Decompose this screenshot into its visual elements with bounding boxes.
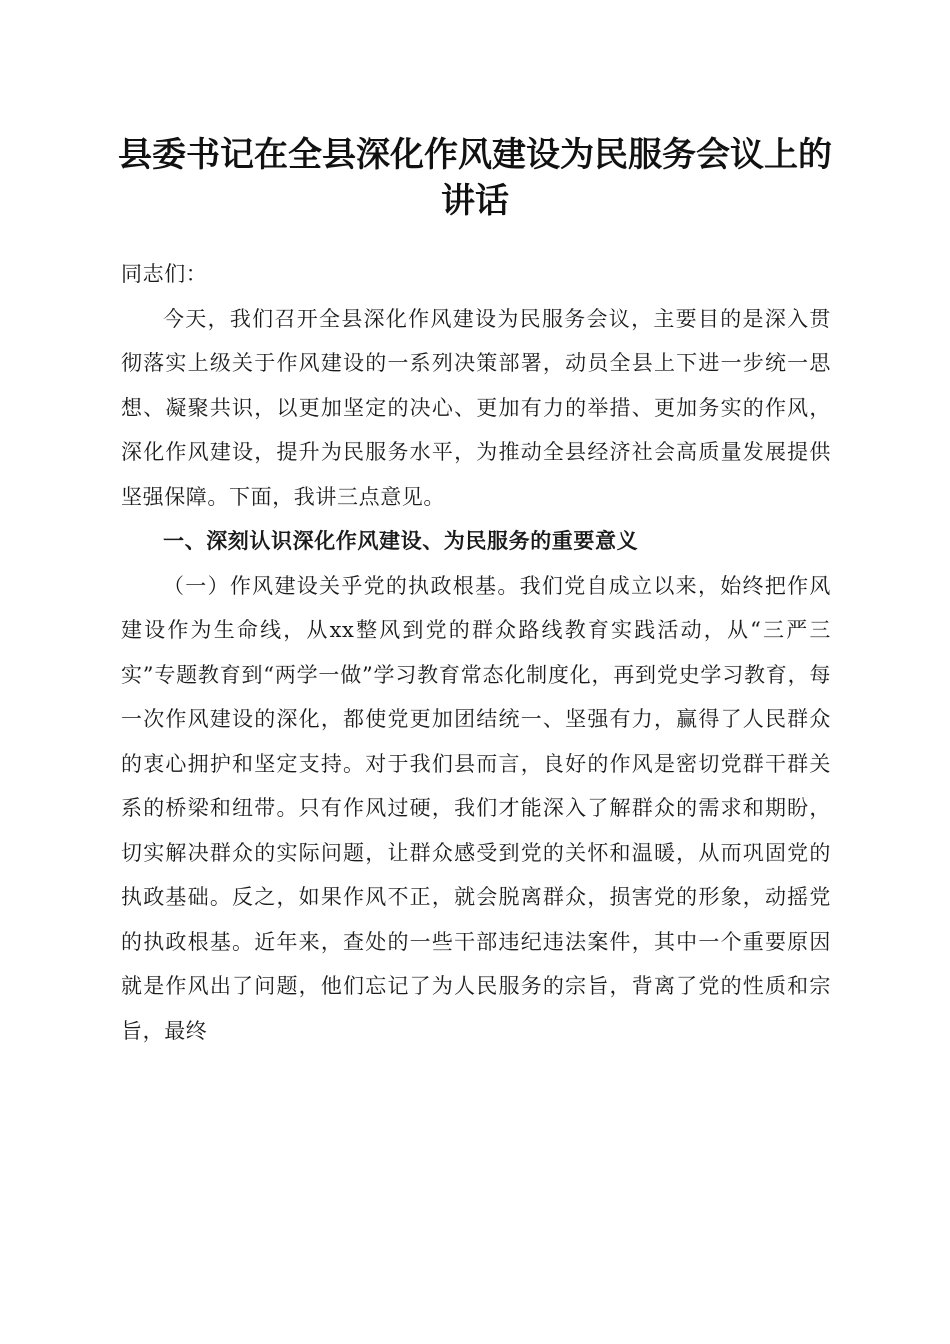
document-title: 县委书记在全县深化作风建设为民服务会议上的讲话: [118, 135, 832, 221]
section-heading: 一、深刻认识深化作风建设、为民服务的重要意义: [163, 529, 639, 553]
document-body: [121, 252, 831, 1053]
section-paragraph: （一）作风建设关乎党的执政根基。我们党自成立以来，始终把作风建设作为生命线，从xx整风到党的群众路线教育实践活动，从“三严三实”专题教育到“两学一做”学习教育常态化制度化，再到党史学习教育，每一次作风建设的深化，都使党更加团结统一、坚强有力，赢得了人民群众的衷心拥护和坚定支持。对于我们县而言，良好的作风是密切党群干群关系的桥梁和纽带。只有作风过硬，我们才能深入了解群众的需求和期盼，切实解决群众的实际问题，让群众感受到党的关怀和温暖，从而巩固党的执政基础。反之，如果作风不正，就会脱离群众，损害党的形象，动摇党的执政根基。近年来，查处的一些干部违纪违法案件，其中一个重要原因就是作风出了问题，他们忘记了为人民服务的宗旨，背离了党的性质和宗旨，最终: [121, 573, 831, 1043]
salutation: 同志们：: [121, 262, 208, 286]
intro-paragraph: 今天，我们召开全县深化作风建设为民服务会议，主要目的是深入贯彻落实上级关于作风建设的一系列决策部署，动员全县上下进一步统一思想、凝聚共识，以更加坚定的决心、更加有力的举措、更加务实的作风，深化作风建设，提升为民服务水平，为推动全县经济社会高质量发展提供坚强保障。下面，我讲三点意见。: [121, 306, 831, 509]
